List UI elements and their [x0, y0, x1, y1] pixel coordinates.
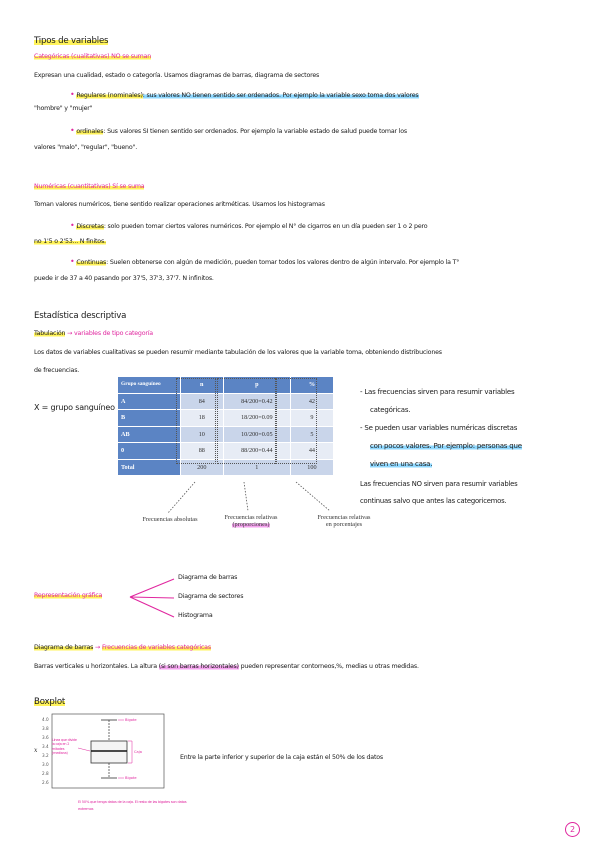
continuas-label: Continuas — [76, 259, 107, 266]
table-cell: Total — [118, 459, 181, 476]
numericas-heading: Numéricas (cuantitativas) Sí se suma — [34, 183, 145, 190]
table-cell: B — [118, 410, 181, 427]
boxplot-title: Boxplot — [34, 697, 66, 707]
discretas-label: Discretas — [76, 223, 104, 230]
table-cell: 200 — [180, 459, 223, 476]
representacion-label: Representación gráfica — [34, 592, 103, 599]
table-cell: 10/200=0.05 — [223, 426, 290, 443]
boxplot-tick: 3.4 — [42, 744, 49, 749]
caption-relativas-text: Frecuencias relativas — [224, 514, 278, 521]
boxplot-y-axis-label: x — [34, 747, 38, 754]
tabulacion-label: Tabulación — [34, 330, 66, 337]
ordinales-text: : Sus valores SI tienen sentido ser ordenados. Por ejemplo la variable estado de salud puede tomar los — [103, 128, 407, 135]
representacion-item-histograma: Histograma — [178, 612, 213, 619]
table-header: % — [290, 377, 333, 394]
x-variable-label: X = grupo sanguíneo — [34, 403, 115, 412]
side-note-2-text: - Se pueden usar variables numéricas discretas — [360, 424, 518, 432]
regulares-text2: "hombre" y "mujer" — [34, 105, 93, 112]
regulares-label: Regulares (nominales) — [76, 92, 143, 99]
boxplot-tick: 3.6 — [42, 735, 49, 740]
barras-label: Diagrama de barras — [34, 644, 94, 651]
side-note-2b: con pocos valores. Por ejemplo: personas que — [370, 442, 522, 450]
table-cell: 9 — [290, 410, 333, 427]
table-header: Grupo sanguíneo — [118, 377, 181, 394]
boxplot-tick: 2.8 — [42, 771, 49, 776]
table-cell: 100 — [290, 459, 333, 476]
categoricas-heading: Categóricas (cualitativas) NO se suman — [34, 53, 152, 60]
table-header: n — [180, 377, 223, 394]
table-cell: 18/200=0.09 — [223, 410, 290, 427]
representacion-item-sectores: Diagrama de sectores — [178, 593, 244, 600]
page-number: 2 — [565, 822, 580, 837]
table-cell: 84 — [180, 393, 223, 410]
table-header: p — [223, 377, 290, 394]
boxplot-annot-max: Bigote — [125, 718, 137, 722]
side-note-3: Las frecuencias NO sirven para resumir variables — [360, 480, 518, 488]
table-cell: 88 — [180, 443, 223, 460]
table-cell: 0 — [118, 443, 181, 460]
section-title-estadistica: Estadística descriptiva — [34, 311, 127, 321]
side-note-2c: viven en una casa. — [370, 460, 433, 468]
side-note-3b: continuas salvo que antes las categoricemos. — [360, 497, 507, 505]
table-cell: 42 — [290, 393, 333, 410]
boxplot-annot-median: Línea que divide la caja en 2 mitades (mediana) — [52, 738, 77, 755]
discretas-text: : solo pueden tomar ciertos valores numéricos. Por ejemplo el N° de cigarros en un día pueden ser 1 o 2 pero — [103, 223, 428, 230]
table-cell: 18 — [180, 410, 223, 427]
boxplot-tick: 4.0 — [42, 717, 49, 722]
boxplot-note-bottom2: extremos — [78, 807, 94, 811]
bullet-icon: • — [70, 221, 75, 230]
ordinales-label: ordinales — [76, 128, 104, 135]
table-cell: AB — [118, 426, 181, 443]
boxplot-annot-min: Bigote — [125, 776, 137, 780]
bullet-icon: • — [70, 90, 75, 99]
table-cell: 44 — [290, 443, 333, 460]
boxplot-tick: 3.0 — [42, 762, 49, 767]
table-cell: 1 — [223, 459, 290, 476]
boxplot-tick: 3.2 — [42, 753, 49, 758]
boxplot-annot-box: Caja — [134, 750, 142, 754]
arrow-right-icon: → — [67, 330, 73, 337]
barras-text-pre: Barras verticales u horizontales. La altura — [34, 663, 157, 670]
barras-text-post: pueden representar contorneos,%, medias u otras medidas. — [240, 663, 419, 670]
arrow-right-icon: → — [95, 644, 101, 651]
numericas-intro: Toman valores numéricos, tiene sentido realizar operaciones aritméticas. Usamos los histogramas — [34, 201, 325, 208]
section-title-tipos: Tipos de variables — [34, 36, 109, 46]
table-cell: 5 — [290, 426, 333, 443]
boxplot-tick: 2.6 — [42, 780, 49, 785]
table-cell: 10 — [180, 426, 223, 443]
continuas-text2: puede ir de 37 a 40 pasando por 37'5, 37'3, 37'7. N infinitos. — [34, 275, 214, 282]
boxplot-note-bottom: El 50% que tenga datos de la caja. El resto de las bigotes son datos — [78, 800, 187, 804]
boxplot-chart — [30, 708, 170, 800]
categoricas-intro: Expresan una cualidad, estado o categoría. Usamos diagramas de barras, diagrama de sectores — [34, 72, 320, 79]
regulares-text: : sus valores NO tienen sentido ser ordenados. Por ejemplo la variable sexo toma dos valores — [142, 92, 419, 99]
boxplot-ticks — [42, 717, 49, 785]
barras-line — [34, 645, 211, 651]
tabulacion-intro: Los datos de variables cualitativas se pueden resumir mediante tabulación de los valores que la variable toma, obteniendo distribuciones — [34, 349, 442, 356]
caption-absolutas: Frecuencias absolutas — [142, 516, 198, 523]
barras-text-hl: (si son barras horizontales) — [158, 663, 239, 670]
discretas-text2: no 1'5 o 2'53... N finitos. — [34, 238, 106, 245]
tabulacion-intro2: de frecuencias. — [34, 367, 80, 374]
barras-text-line — [34, 664, 419, 670]
table-cell: A — [118, 393, 181, 410]
boxplot-box — [91, 741, 127, 763]
table-cell: 88/200=0.44 — [223, 443, 290, 460]
bullet-icon: • — [70, 257, 75, 266]
tabulacion-target: variables de tipo categoría — [74, 330, 153, 337]
side-note-1b: categóricas. — [370, 406, 411, 414]
caption-porcentajes: Frecuencias relativas en porcentajes — [317, 514, 371, 529]
side-note-1: - Las frecuencias sirven para resumir variables — [360, 388, 515, 396]
barras-target: Frecuencias de variables categóricas — [101, 644, 211, 651]
bullet-icon: • — [70, 126, 75, 135]
boxplot-caption: Entre la parte inferior y superior de la caja están el 50% de los datos — [180, 754, 383, 761]
continuas-text: : Suelen obtenerse con algún de medición, pueden tomar todos los valores dentro de algún intervalo. Por ejemplo la T° — [106, 259, 460, 266]
representacion-item-barras: Diagrama de barras — [178, 574, 238, 581]
caption-proporciones: (proporciones) — [232, 521, 270, 529]
ordinales-text2: valores "malo", "regular", "bueno". — [34, 144, 137, 151]
boxplot-tick: 3.8 — [42, 726, 49, 731]
table-cell: 84/200=0.42 — [223, 393, 290, 410]
